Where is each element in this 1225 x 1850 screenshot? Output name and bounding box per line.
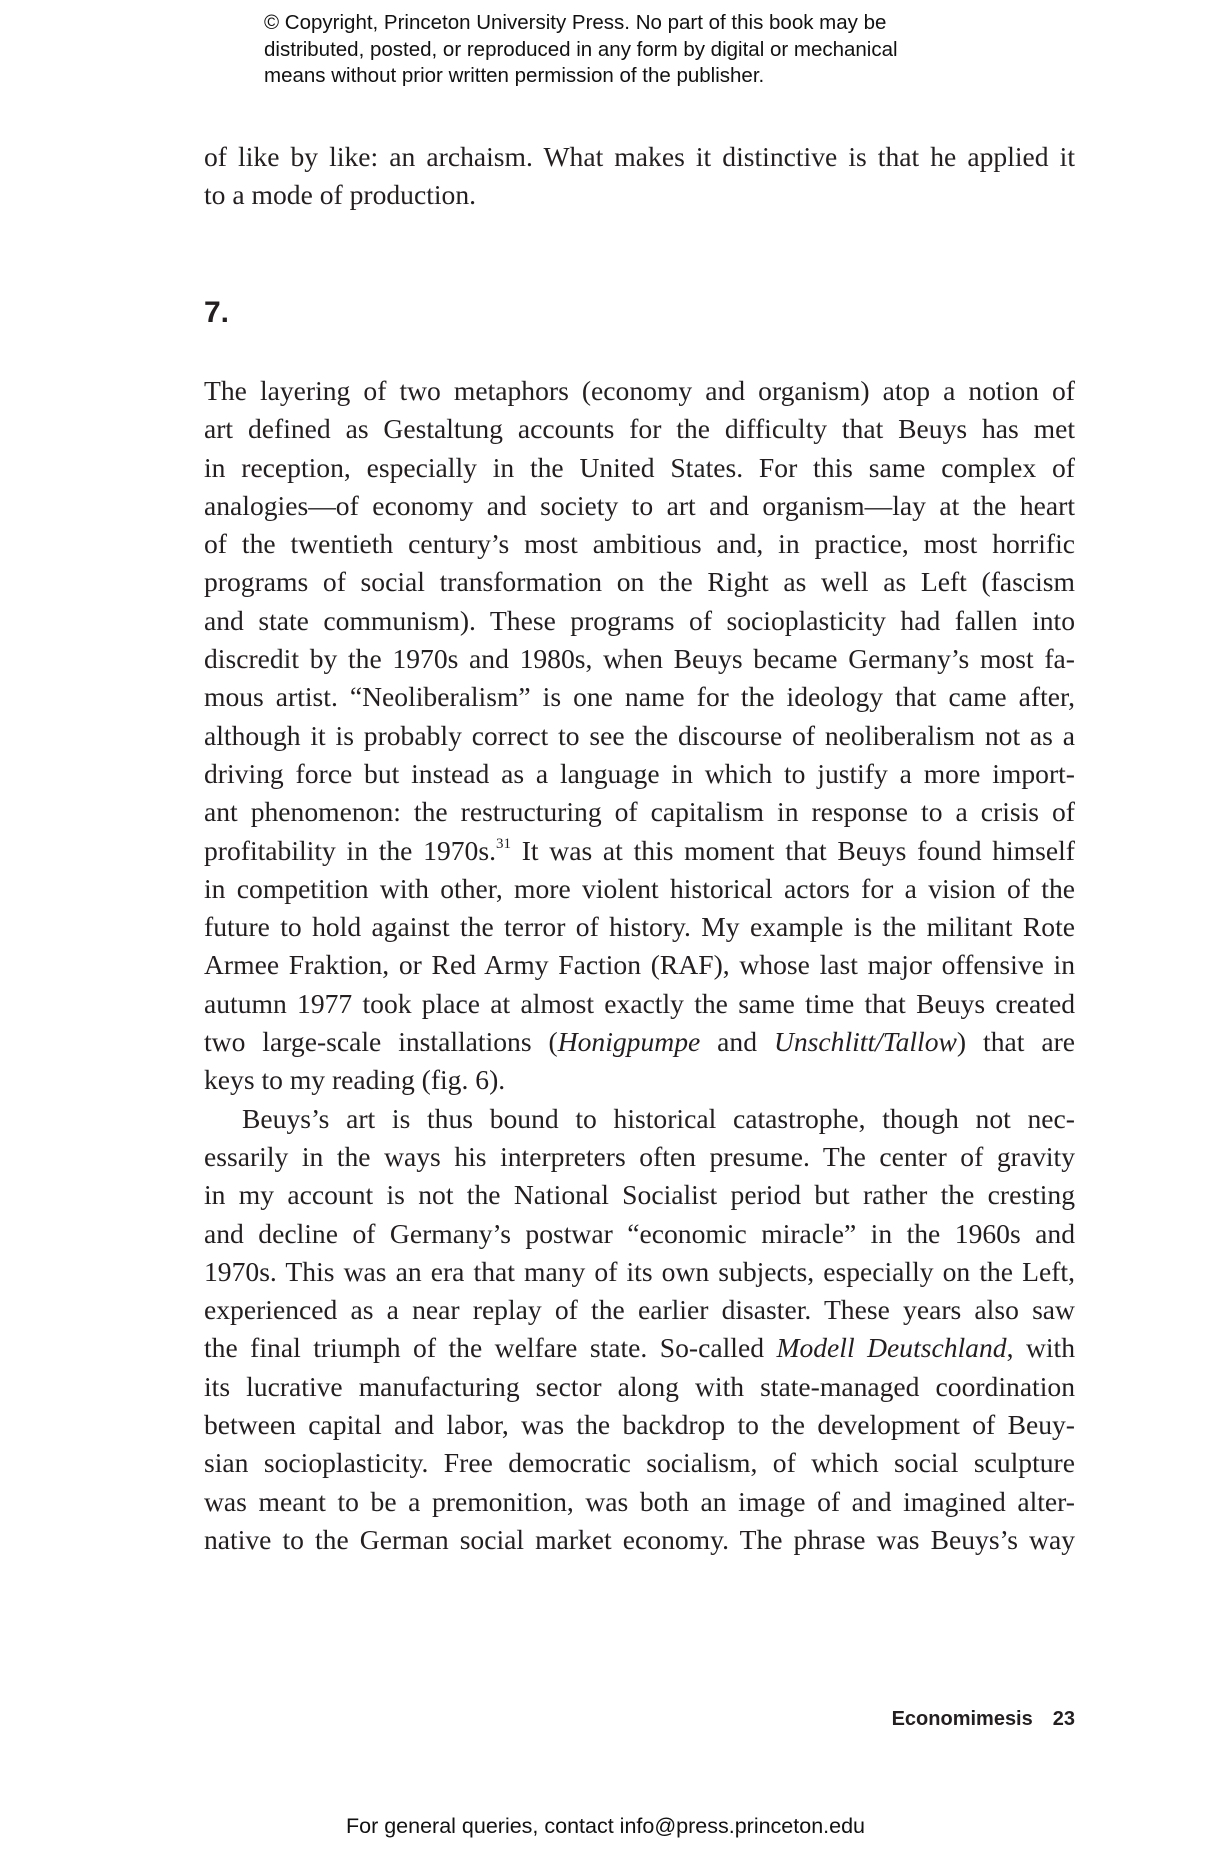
text-line: in competition with other, more violent historical actors for a vision of the xyxy=(204,872,1075,904)
body-text xyxy=(204,372,1075,1559)
text-line: in reception, especially in the United States. For this same complex of xyxy=(204,451,1075,483)
copyright-line: distributed, posted, or reproduced in any form by digital or mechanical xyxy=(264,37,898,61)
text-line: programs of social transformation on the Right as well as Left (fascism xyxy=(204,566,1075,598)
text-line: art defined as Gestaltung accounts for the difficulty that Beuys has met xyxy=(204,413,1075,445)
text-line: to a mode of production. xyxy=(204,179,477,211)
text-line: discredit by the 1970s and 1980s, when Beuys became Germany’s most fa- xyxy=(204,643,1075,675)
text-line: The layering of two metaphors (economy and organism) atop a notion of xyxy=(204,375,1075,406)
contact-line: For general queries, contact info@press.princeton.edu xyxy=(346,1814,866,1838)
paragraph-1 xyxy=(204,372,1075,1100)
text-line: future to hold against the terror of history. My example is the militant Rote xyxy=(204,911,1075,943)
text-line: of the twentieth century’s most ambitious and, in practice, most horrific xyxy=(204,528,1075,560)
text-line: profitability in the 1970s.$^{31}$ It was at this moment that Beuys found himself xyxy=(204,834,1075,866)
page-number: 23 xyxy=(1052,1708,1075,1730)
copyright-line: © Copyright, Princeton University Press. No part of this book may be xyxy=(264,11,887,34)
running-footer-title: Economimesis xyxy=(891,1708,1033,1730)
text-line: autumn 1977 took place at almost exactly the same time that Beuys created xyxy=(204,987,1075,1019)
text-line: the final triumph of the welfare state. So-called Modell Deutschland, with xyxy=(204,1332,1075,1364)
text-line: in my account is not the National Socialist period but rather the cresting xyxy=(204,1179,1075,1211)
text-line: mous artist. “Neoliberalism” is one name for the ideology that came after, xyxy=(204,681,1075,713)
text-line: and decline of Germany’s postwar “economic miracle” in the 1960s and xyxy=(204,1217,1075,1249)
text-line: was meant to be a premonition, was both an image of and imagined alter- xyxy=(204,1485,1075,1517)
text-line: native to the German social market economy. The phrase was Beuys’s way xyxy=(204,1523,1075,1555)
footnote-reference[interactable]: 31 xyxy=(495,835,511,852)
copyright-line: means without prior written permission of the publisher. xyxy=(264,64,765,87)
text-line: of like by like: an archaism. What makes it distinctive is that he applied it xyxy=(204,141,1075,172)
text-line: sian socioplasticity. Free democratic socialism, of which social sculpture xyxy=(204,1447,1075,1479)
copyright-notice xyxy=(264,10,1024,90)
running-footer xyxy=(892,1708,1075,1731)
text-line: two large-scale installations (Honigpumpe and Unschlitt/Tallow) that are xyxy=(204,1026,1076,1058)
text-line: Beuys’s art is thus bound to historical catastrophe, though not nec- xyxy=(242,1102,1075,1134)
artwork-title: Unschlitt/Tallow xyxy=(773,1026,957,1058)
section-heading: 7. xyxy=(204,296,230,329)
text-line: experienced as a near replay of the earlier disaster. These years also saw xyxy=(204,1294,1075,1326)
paragraph-2 xyxy=(204,1100,1075,1560)
text-line: Armee Fraktion, or Red Army Faction (RAF), whose last major offensive in xyxy=(204,949,1075,981)
artwork-title: Honigpumpe xyxy=(557,1026,701,1058)
text-line: although it is probably correct to see the discourse of neoliberalism not as a xyxy=(204,719,1075,751)
text-line: analogies—of economy and society to art and organism—lay at the heart xyxy=(204,489,1075,521)
text-line: 1970s. This was an era that many of its own subjects, especially on the Left, xyxy=(204,1255,1075,1287)
text-line: between capital and labor, was the backdrop to the development of Beuy- xyxy=(204,1409,1075,1441)
text-line: driving force but instead as a language in which to justify a more import- xyxy=(204,757,1075,789)
text-line: and state communism). These programs of socioplasticity had fallen into xyxy=(204,604,1075,636)
text-line: keys to my reading (fig. 6). xyxy=(204,1064,506,1096)
continuation-paragraph xyxy=(204,138,1075,215)
emphasized-term: Modell Deutschland xyxy=(776,1332,1007,1364)
text-line: its lucrative manufacturing sector along with state-managed coordination xyxy=(204,1370,1075,1402)
text-line: essarily in the ways his interpreters often presume. The center of gravity xyxy=(204,1140,1075,1172)
text-line: ant phenomenon: the restructuring of capitalism in response to a crisis of xyxy=(204,796,1075,828)
